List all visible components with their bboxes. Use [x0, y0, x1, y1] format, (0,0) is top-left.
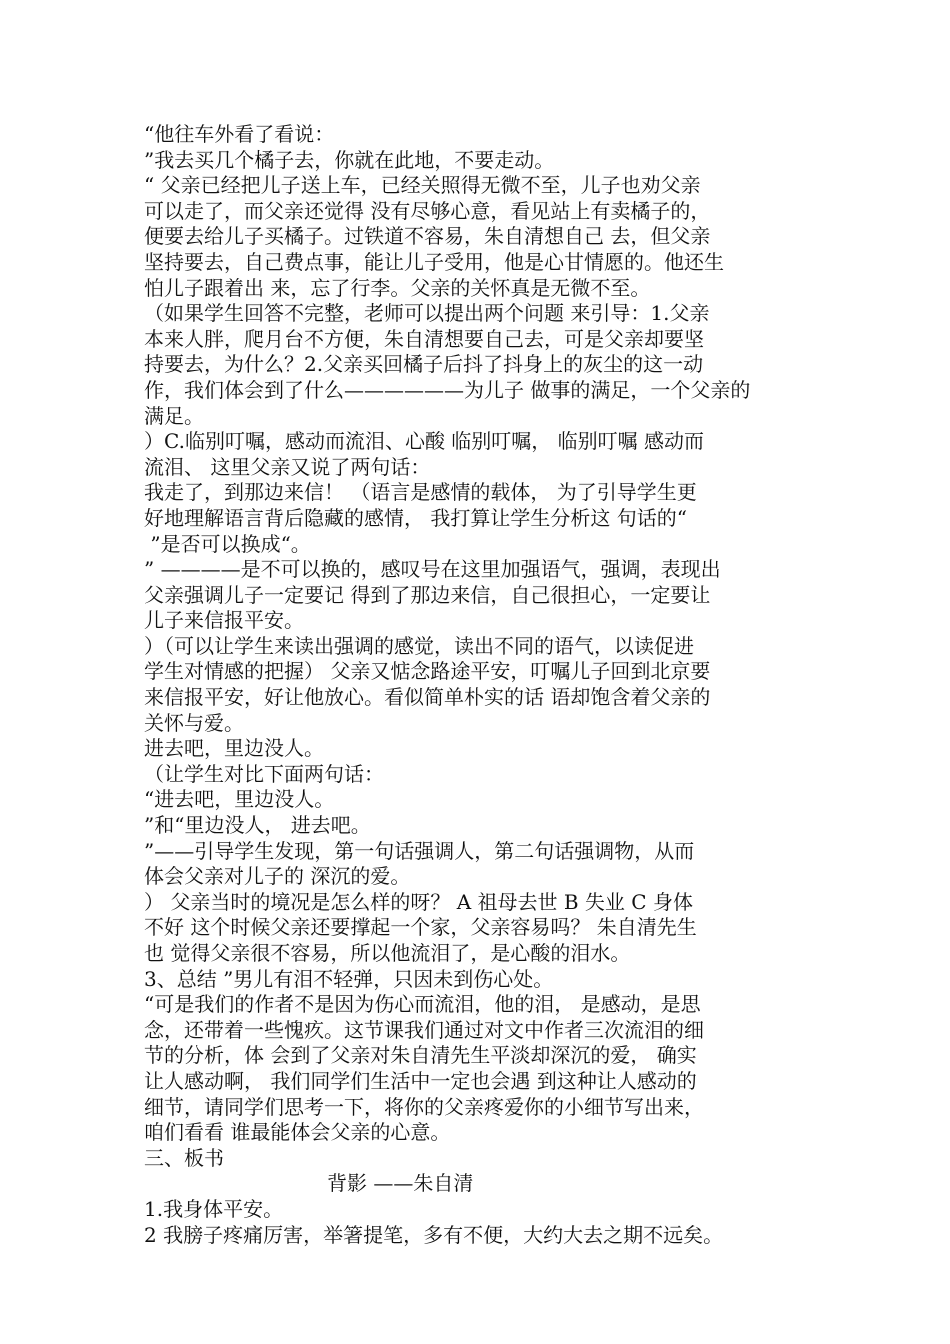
text-line: ）（可以让学生来读出强调的感觉，读出不同的语气，以读促进: [144, 633, 694, 658]
text-line: ”我去买几个橘子去，你就在此地，不要走动。: [144, 147, 555, 172]
document-body: [144, 122, 812, 1248]
text-line: 持要去，为什么？2.父亲买回橘子后抖了抖身上的灰尘的这一动: [144, 352, 704, 377]
text-line: 不好 这个时候父亲还要撑起一个家，父亲容易吗？ 朱自清先生: [144, 915, 697, 940]
text-line: 来信报平安，好让他放心。看似简单朴实的话 语却饱含着父亲的: [144, 685, 711, 710]
text-line: 1.我身体平安。: [144, 1196, 284, 1221]
text-line: 3、总结 ”男儿有泪不轻弹，只因未到伤心处。: [144, 966, 554, 991]
text-line: 关怀与爱。: [144, 710, 244, 735]
text-line: 怕儿子跟着出 来，忘了行李。父亲的关怀真是无微不至。: [144, 275, 651, 300]
text-line: 坚持要去，自己费点事，能让儿子受用，他是心甘情愿的。他还生: [144, 249, 724, 274]
text-line: 父亲强调儿子一定要记 得到了那边来信，自己很担心，一定要让: [144, 582, 711, 607]
text-line: ”和“里边没人， 进去吧。: [144, 813, 371, 838]
section-heading: 三、板书: [144, 1145, 224, 1170]
text-line: “ 父亲已经把儿子送上车，已经关照得无微不至，儿子也劝父亲: [144, 173, 701, 198]
text-line: 流泪、 这里父亲又说了两句话：: [144, 454, 431, 479]
text-line: 细节，请同学们思考一下，将你的父亲疼爱你的小细节写出来，: [144, 1094, 704, 1119]
text-line: 念，还带着一些愧疚。这节课我们通过对文中作者三次流泪的细: [144, 1017, 704, 1042]
text-line: 2 我膀子疼痛厉害，举箸提笔，多有不便，大约大去之期不远矣。: [144, 1222, 724, 1247]
text-line: 好地理解语言背后隐藏的感情， 我打算让学生分析这 句话的“: [144, 505, 687, 530]
text-line: 节的分析，体 会到了父亲对朱自清先生平淡却深沉的爱， 确实: [144, 1043, 697, 1068]
text-line: （让学生对比下面两句话：: [144, 761, 384, 786]
text-line: ” ————是不可以换的，感叹号在这里加强语气，强调，表现出: [144, 557, 721, 582]
text-line: 本来人胖，爬月台不方便，朱自清想要自己去，可是父亲却要坚: [144, 326, 704, 351]
text-line: 也 觉得父亲很不容易，所以他流泪了，是心酸的泪水。: [144, 941, 631, 965]
text-line: ）C.临别叮嘱，感动而流泪、心酸 临别叮嘱， 临别叮嘱 感动而: [144, 429, 705, 454]
text-line: ） 父亲当时的境况是怎么样的呀？ A 祖母去世 B 失业 C 身体: [144, 889, 693, 914]
text-line: 让人感动啊， 我们同学们生活中一定也会遇 到这种让人感动的: [144, 1068, 697, 1093]
text-line: 便要去给儿子买橘子。过铁道不容易，朱自清想自己 去，但父亲: [144, 224, 711, 249]
board-title: 背影 ——朱自清: [327, 1171, 474, 1196]
text-line: “他往车外看了看说：: [144, 122, 335, 146]
text-line: 作，我们体会到了什么——————为儿子 做事的满足，一个父亲的: [144, 377, 751, 402]
text-line: 我走了，到那边来信！ （语言是感情的载体， 为了引导学生更: [144, 480, 697, 505]
text-line: 满足。: [144, 403, 204, 428]
text-line: 学生对情感的把握） 父亲又惦念路途平安，叮嘱儿子回到北京要: [144, 659, 711, 684]
text-line: 体会父亲对儿子的 深沉的爱。: [144, 864, 411, 889]
text-line: （如果学生回答不完整，老师可以提出两个问题 来引导：1.父亲: [144, 301, 710, 326]
text-line: “可是我们的作者不是因为伤心而流泪，他的泪， 是感动，是思: [144, 992, 701, 1017]
text-line: 咱们看看 谁最能体会父亲的心意。: [144, 1120, 451, 1145]
text-line: “进去吧，里边没人。: [144, 787, 335, 812]
text-line: 儿子来信报平安。: [144, 608, 304, 633]
text-line: 进去吧，里边没人。: [144, 736, 324, 761]
text-line: 可以走了，而父亲还觉得 没有尽够心意，看见站上有卖橘子的，: [144, 198, 711, 223]
text-line: ”是否可以换成“。: [144, 531, 311, 556]
text-line: ”——引导学生发现，第一句话强调人，第二句话强调物，从而: [144, 838, 695, 863]
